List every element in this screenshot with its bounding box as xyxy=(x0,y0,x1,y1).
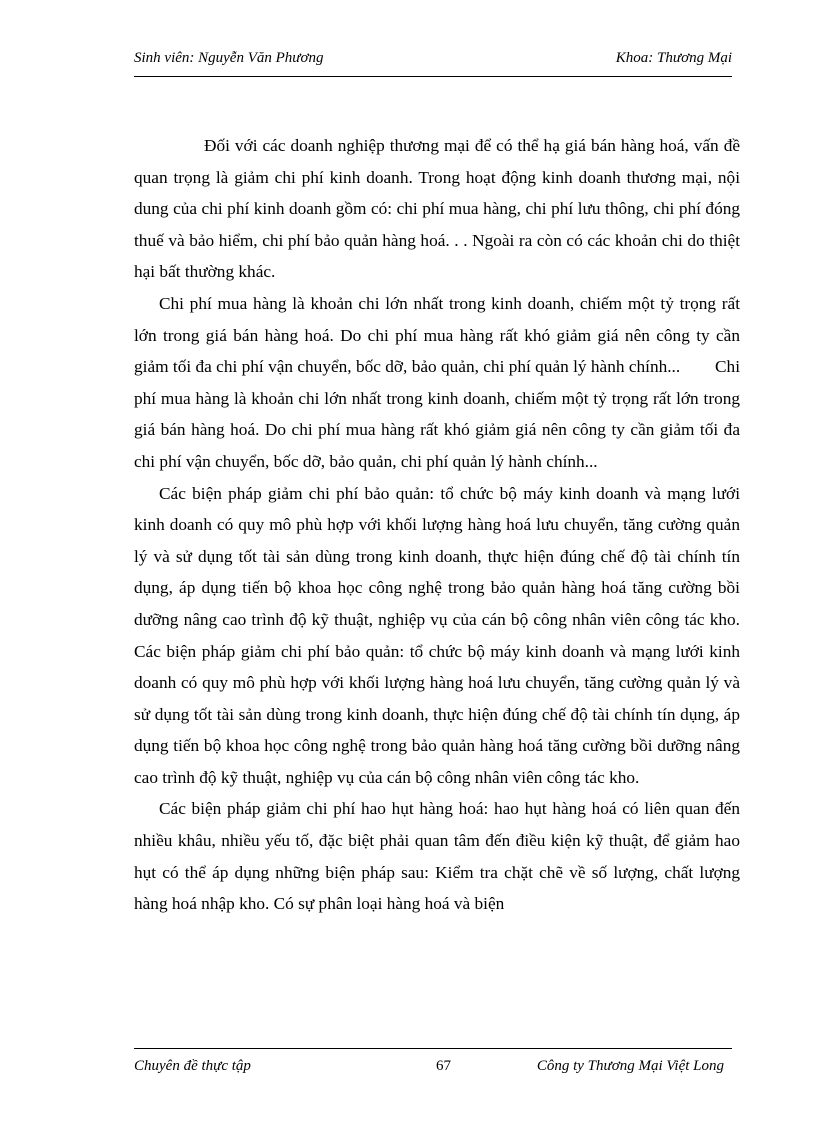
header-faculty: Khoa: Thương Mại xyxy=(615,50,732,66)
footer-company: Công ty Thương Mại Việt Long xyxy=(536,1058,724,1074)
paragraph: Các biện pháp giảm chi phí hao hụt hàng hoá: hao hụt hàng hoá có liên quan đến nhiều khâu, nhiều yếu tố, đặc biệt phải quan tâm đến điều kiện kỹ thuật, để giảm hao hụt có thể áp dụng những biện pháp sau: Kiểm tra chặt chẽ về số lượng, chất lượng hàng hoá nhập kho. Có sự phân loại hàng hoá và biện xyxy=(134,799,740,914)
header-student: Sinh viên: Nguyễn Văn Phương xyxy=(134,50,324,66)
page-number: 67 xyxy=(436,1058,451,1074)
footer-divider xyxy=(134,1048,732,1049)
paragraph: Đối với các doanh nghiệp thương mại để có thể hạ giá bán hàng hoá, vấn đề quan trọng là giảm chi phí kinh doanh. Trong hoạt động kinh doanh thương mại, nội dung của chi phí kinh doanh gồm có: chi phí mua hàng, chi phí lưu thông, chi phí đóng thuế và bảo hiểm, chi phí bảo quản hàng hoá. . . Ngoài ra còn có các khoản chi do thiệt hại bất thường khác. xyxy=(134,136,740,282)
page-header xyxy=(134,50,732,67)
header-divider xyxy=(134,76,732,77)
page-footer xyxy=(134,1058,732,1078)
paragraph: Chi phí mua hàng là khoản chi lớn nhất trong kinh doanh, chiếm một tỷ trọng rất lớn trong giá bán hàng hoá. Do chi phí mua hàng rất khó giảm giá nên công ty cần giảm tối đa chi phí vận chuyển, bốc dỡ, bảo quản, chi phí quản lý hành chính... Chi phí mua hàng là khoản chi lớn nhất trong kinh doanh, chiếm một tỷ trọng rất lớn trong giá bán hàng hoá. Do chi phí mua hàng rất khó giảm giá nên công ty cần giảm tối đa chi phí vận chuyển, bốc dỡ, bảo quản, chi phí quản lý hành chính... xyxy=(134,293,745,471)
page-body xyxy=(134,130,784,920)
footer-report-type: Chuyên đề thực tập xyxy=(134,1058,251,1074)
paragraph: Các biện pháp giảm chi phí bảo quản: tổ chức bộ máy kinh doanh và mạng lưới kinh doanh có quy mô phù hợp với khối lượng hàng hoá lưu chuyển, tăng cường quản lý và sử dụng tốt tài sản dùng trong kinh doanh, thực hiện đúng chế độ tài chính tín dụng, áp dụng tiến bộ khoa học công nghệ trong bảo quản hàng hoá tăng cường bồi dưỡng nâng cao trình độ kỹ thuật, nghiệp vụ của cán bộ công nhân viên công tác kho. Các biện pháp giảm chi phí bảo quản: tổ chức bộ máy kinh doanh và mạng lưới kinh doanh có quy mô phù hợp với khối lượng hàng hoá lưu chuyển, tăng cường quản lý và sử dụng tốt tài sản dùng trong kinh doanh, thực hiện đúng chế độ tài chính tín dụng, áp dụng tiến bộ khoa học công nghệ trong bảo quản hàng hoá tăng cường bồi dưỡng nâng cao trình độ kỹ thuật, nghiệp vụ của cán bộ công nhân viên công tác kho. xyxy=(134,483,784,787)
